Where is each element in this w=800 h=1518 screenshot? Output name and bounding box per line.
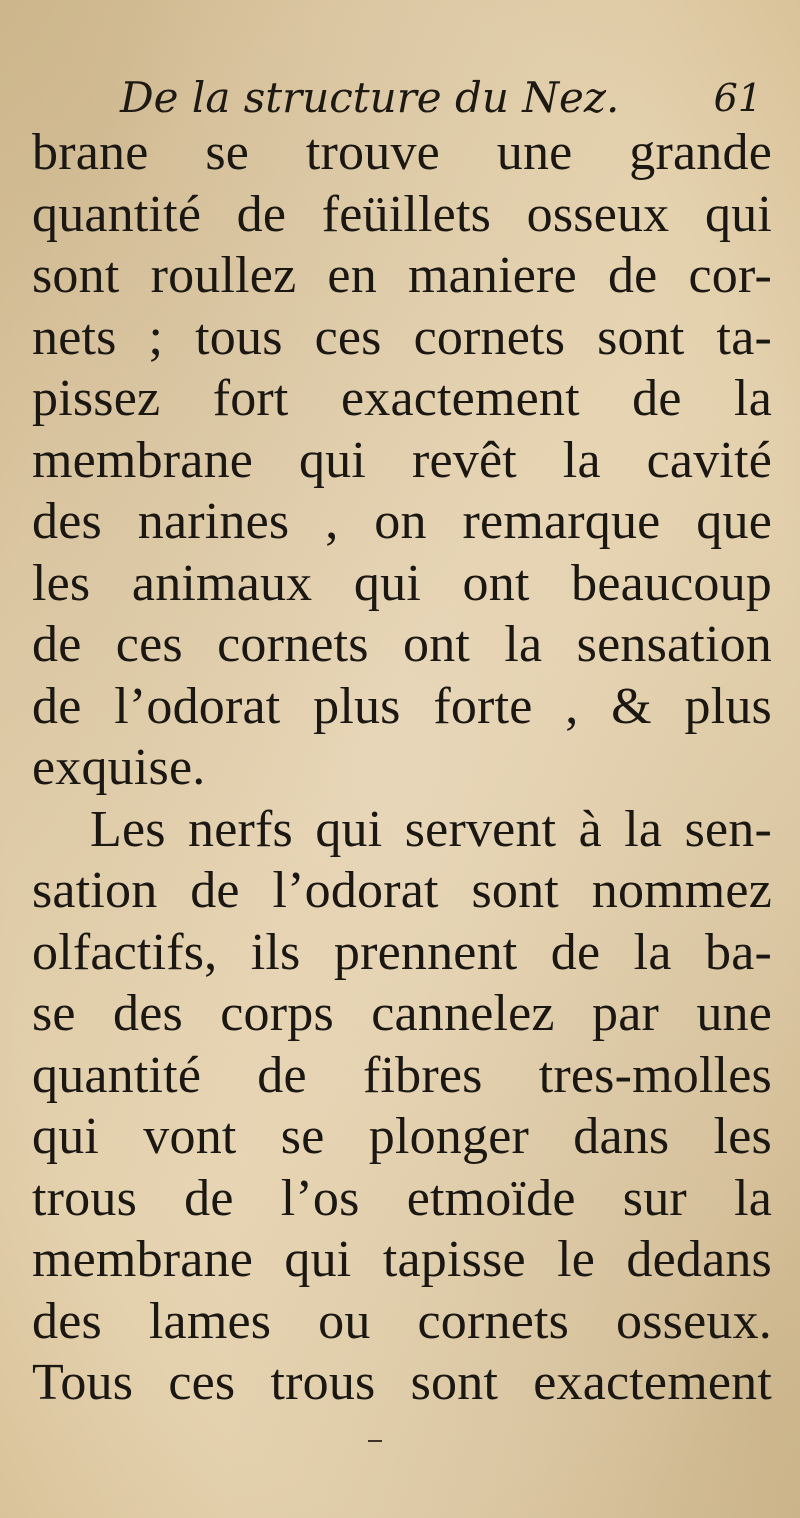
printer-mark [368, 1440, 382, 1442]
text-line: membrane qui tapisse le dedans [32, 1231, 772, 1288]
text-line: quantité de fibres tres-molles [32, 1046, 772, 1104]
text-line: sation de l’odorat sont nommez [32, 862, 772, 919]
text-line: membrane qui revêt la cavité [32, 431, 772, 489]
text-line: Tous ces trous sont exactement [32, 1354, 772, 1411]
text-line: des lames ou cornets osseux. [32, 1292, 772, 1350]
text-line-paragraph-end: exquise. [32, 739, 206, 796]
text-line: de l’odorat plus forte , & plus [32, 677, 772, 735]
text-line: qui vont se plonger dans les [32, 1108, 772, 1165]
text-line: des narines , on remarque que [32, 493, 772, 550]
text-line: pissez fort exactement de la [32, 370, 772, 427]
page-number: 61 [713, 76, 762, 120]
text-line: quantité de feüillets osseux qui [32, 185, 772, 243]
body-text [32, 122, 772, 1414]
text-line: nets ; tous ces cornets sont ta- [32, 308, 772, 366]
text-line: de ces cornets ont la sensation [32, 616, 772, 673]
text-line: sont roullez en maniere de cor- [32, 247, 772, 304]
text-line: brane se trouve une grande [32, 124, 772, 181]
text-line: olfactifs, ils prennent de la ba- [32, 923, 772, 981]
text-line: les animaux qui ont beaucoup [32, 554, 772, 612]
text-line: se des corps cannelez par une [32, 985, 772, 1042]
text-line-paragraph-start: Les nerfs qui servent à la sen- [90, 800, 772, 858]
text-line: trous de l’os etmoïde sur la [32, 1169, 772, 1227]
running-title: De la structure du Nez. [120, 73, 620, 122]
